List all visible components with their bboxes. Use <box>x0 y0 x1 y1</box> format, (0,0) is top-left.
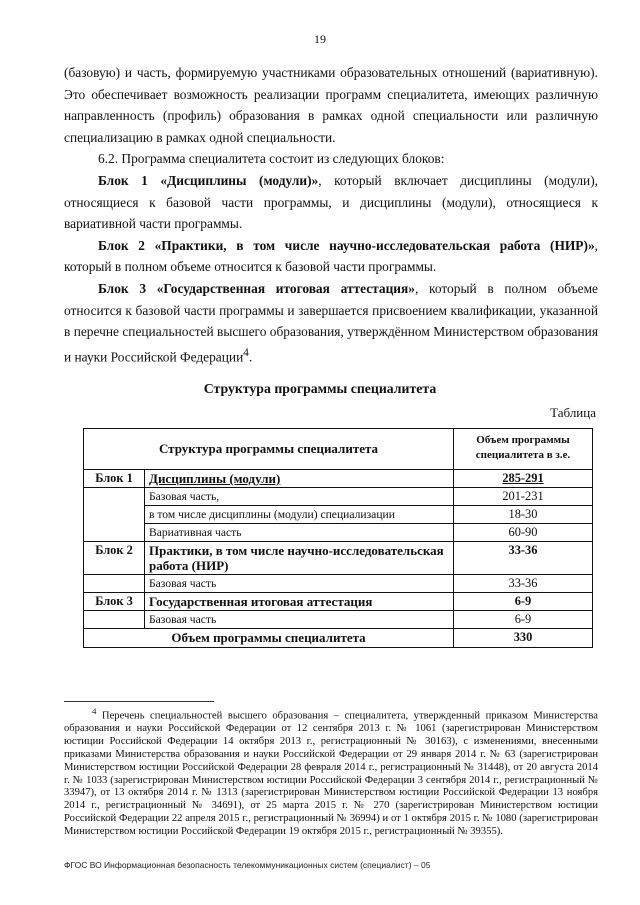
block3-title: Блок 3 «Государственная итоговая аттестация» <box>98 280 415 296</box>
table-caption: Структура программы специалитета <box>203 381 437 396</box>
footnote-divider <box>64 701 214 702</box>
block1-variable-part: Вариативная часть <box>145 524 454 542</box>
table-row <box>84 593 593 611</box>
table-row <box>84 575 593 593</box>
table-row <box>84 506 593 524</box>
footnote-body: Перечень специальностей высшего образования – специалитета, утвержденный приказом Министерства образования и науки Российской Федерации от 12 сентября 2013 г. № 1061 (зарегистрирован Министерством юстиции Российской Федерации 14 октября 2013 г., регистрационный № 30163), с изменениями, внесенными приказами Министерства образования и науки Российской Федерации от 29 января 2014 г. № 63 (зарегистрирован Министерством юстиции Российской Федерации 28 февраля 2014 г., регистрационный № 31448), от 20 августа 2014 г. № 1033 (зарегистрирован Министерством юстиции Российской Федерации 3 сентября 2014 г., регистрационный № 33947), от 13 октября 2014 г. № 1313 (зарегистрирован Министерством юстиции Российской Федерации 13 ноября 2014 г., регистрационный № 34691), от 25 марта 2015 г. № 270 (зарегистрирован Министерством юстиции Российской Федерации 22 апреля 2015 г., регистрационный № 36994) и от 1 октября 2015 г. № 1080 (зарегистрирован Министерством юстиции Российской Федерации 19 октября 2015 г., регистрационный № 39355). <box>64 710 598 837</box>
block3-end: . <box>248 349 253 365</box>
header-structure: Структура программы специалитета <box>84 429 454 470</box>
block1-base-value: 201-231 <box>454 488 593 506</box>
header-volume: Объем программы специалитета в з.е. <box>454 429 593 470</box>
block1-specialization: в том числе дисциплины (модули) специализации <box>145 506 454 524</box>
block3-label: Блок 3 <box>84 593 145 611</box>
block1-variable-value: 60-90 <box>454 524 593 542</box>
block3-spacer <box>84 611 145 629</box>
block2-text: , который в полном объеме относится к базовой части программы. <box>64 237 598 275</box>
page-number: 19 <box>314 32 326 46</box>
total-label: Объем программы специалитета <box>84 629 454 648</box>
table-row <box>84 542 593 575</box>
footnote-ref[interactable]: 4 <box>243 346 249 359</box>
paragraph-2: 6.2. Программа специалитета состоит из следующих блоков: <box>98 151 445 167</box>
block2-value: 33-36 <box>454 542 593 575</box>
body-text <box>64 62 598 368</box>
table-row <box>84 524 593 542</box>
block1-specialization-value: 18-30 <box>454 506 593 524</box>
block2-spacer <box>84 575 145 593</box>
block3-text: , который в полном объеме относится к базовой части программы и завершается присвоением квалификации, указанной в перечне специальностей высшего образования, утверждённом Министерством образования и науки Российской Федерации <box>64 280 598 365</box>
table-row <box>84 488 593 506</box>
block3-base-value: 6-9 <box>454 611 593 629</box>
block3-value: 6-9 <box>454 593 593 611</box>
total-value: 330 <box>454 629 593 648</box>
structure-table <box>83 428 593 648</box>
table-row <box>84 470 593 488</box>
footnote-marker: 4 <box>92 706 97 716</box>
footnote-text <box>64 705 598 839</box>
block2-base-value: 33-36 <box>454 575 593 593</box>
table-header-row <box>84 429 593 470</box>
block2-title-cell: Практики, в том числе научно-исследовательская работа (НИР) <box>145 542 454 575</box>
block1-base-part: Базовая часть, <box>145 488 454 506</box>
block1-text: , который включает дисциплины (модули), относящиеся к базовой части программы, и дисциплины (модули), относящиеся к вариативной части программы. <box>64 172 598 232</box>
block3-title-cell: Государственная итоговая аттестация <box>145 593 454 611</box>
block1-title-cell: Дисциплины (модули) <box>145 470 454 488</box>
table-row <box>84 611 593 629</box>
paragraph-block3 <box>64 278 598 368</box>
page-footer: ФГОС ВО Информационная безопасность телекоммуникационных систем (специалист) – 05 <box>64 860 431 870</box>
block1-spacer <box>84 488 145 542</box>
block2-title: Блок 2 «Практики, в том числе научно-исследовательская работа (НИР)» <box>98 237 595 253</box>
block2-label: Блок 2 <box>84 542 145 575</box>
block2-base-part: Базовая часть <box>145 575 454 593</box>
paragraph-block2 <box>64 235 598 278</box>
footnote <box>64 705 598 839</box>
table-label: Таблица <box>550 405 596 420</box>
paragraph-block1 <box>64 170 598 235</box>
block3-base-part: Базовая часть <box>145 611 454 629</box>
block1-value: 285-291 <box>454 470 593 488</box>
table-total-row <box>84 629 593 648</box>
paragraph-1: (базовую) и часть, формируемую участниками образовательных отношений (вариативную). Это обеспечивает возможность реализации программ специалитета, имеющих различную направленность (профиль) образования в рамках одной специальности или различную специализацию в рамках одной специальности. <box>64 65 598 145</box>
block1-label: Блок 1 <box>84 470 145 488</box>
block1-title: Блок 1 «Дисциплины (модули)» <box>98 172 319 188</box>
